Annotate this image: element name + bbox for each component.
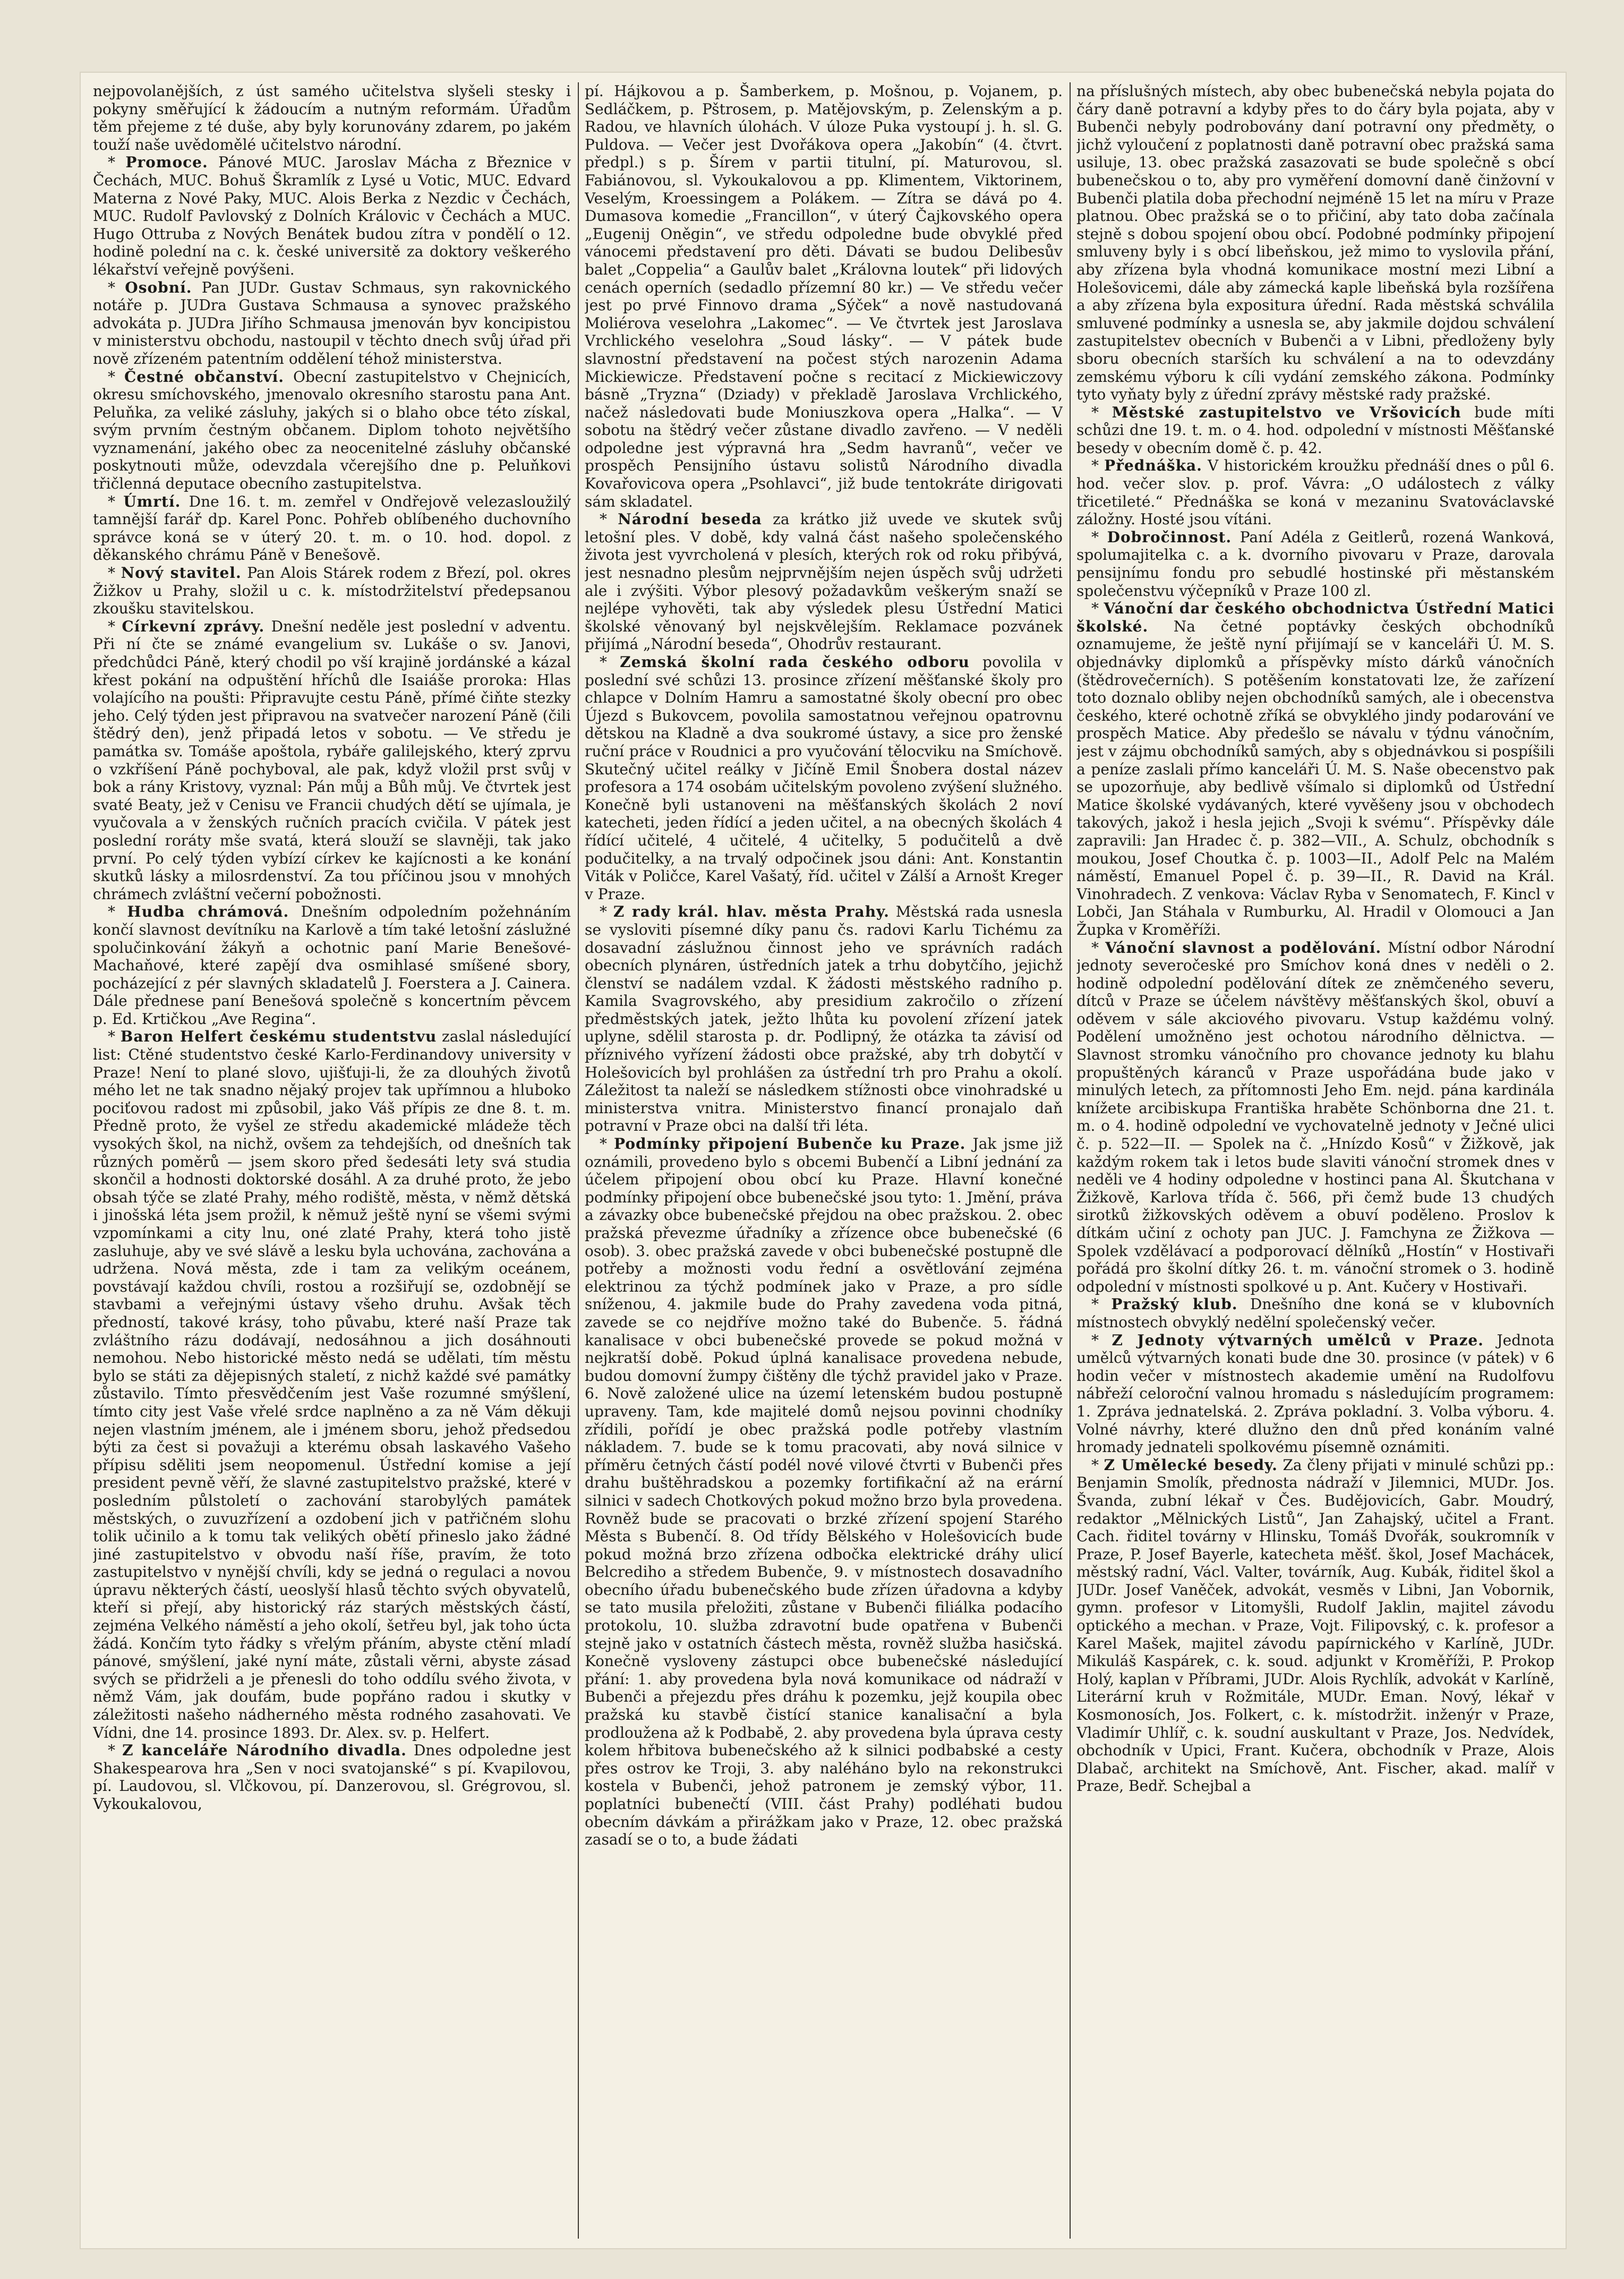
article-heading: Z rady král. hlav. města Prahy. — [613, 903, 890, 921]
paragraph: pí. Hájkovou a p. Šamberkem, p. Mošnou, p. Vojanem, p. Sedláčkem, p. Pštrosem, p. Matějovským, p. Zelenským a p. Radou, ve hlavních úlohách. V úloze Puka vystoupí j. h. sl. G. Puldova. — Večer jest Dvořákova opera „Jakobín“ (4. čtvrt. předpl.) s p. Šírem v partii titulní, pí. Maturovou, sl. Fabiánovou, sl. Vykoukalovou a pp. Klimentem, Viktorinem, Veselým, Kroessingem a Polákem. — Zítra se dává po 4. Dumasova komedie „Francillon“, v úterý Čajkovského opera „Eugenij Oněgin“, ve středu odpoledne bude obvyklé před vánocemi představení pro děti. Dávati se budou Delibesův balet „Coppelia“ a Gaulův balet „Královna loutek“ při lidových cenách operních (sedadlo přízemní 80 kr.) — Ve středu večer jest po prvé Finnovo drama „Sýček“ a nově nastudovaná Moliérova veselohra „Lakomec“. — Ve čtvrtek jest Jaroslava Vrchlického veselohra „Soud lásky“. — V pátek bude slavnostní představení na počest stých narozenin Adama Mickiewicze. Představení počne s recitací z Mickiewiczovy básně „Tryzna“ (Dziady) v překladě Jaroslava Vrchlického, načež následovati bude Moniuszkova opera „Halka“. — V sobotu na štědrý večer zůstane divadlo zavřeno. — V neděli odpoledne jest výpravná hra „Sedm havranů“, večer ve prospěch Pensijního ústavu solistů Národního divadla Kovařovicova opera „Psohlavci“, již bude tentokráte dirigovati sám skladatel. — [585, 82, 1063, 510]
paragraph: nejpovolanějších, z úst samého učitelstva slyšeli stesky i pokyny směřující k žádoucím a nutným reformám. Úřadům těm přejeme z té duše, aby byly korunovány zdarem, po jakém touží naše uvědomělé učitelstvo národní. — [93, 82, 571, 153]
article-text: Dnešního dne koná se v klubovních místnostech obvyklý nedělní společenský večer. — [1076, 1295, 1554, 1331]
article: * Církevní zprávy. Dnešní neděle jest poslední v adventu. Při ní čte se známé evangelium sv. Lukáše o sv. Janovi, předchůdci Páně, který chodil po vší krajině jordánské a kázal křest pokání na odpuštění hříchů dle Isaiáše proroka: Hlas volajícího na poušti: Připravujte cestu Páně, přímé čiňte stezky jeho. Celý týden jest připravou na svatvečer narození Páně (čili štědrý den), jenž připadá letos v sobotu. — Ve středu je památka sv. Tomáše apoštola, rybáře galilejského, který zprvu o vzkříšení Páně pochyboval, ale pak, když vložil prst svůj v bok a rány Kristovy, vyznal: Pán můj a Bůh můj. Ve čtvrtek jest svaté Beaty, jež v Cenisu ve Francii chudých dětí se ujímala, je vyučovala a v ženských ručních pracích cvičila. V pátek jest poslední roráty mše svatá, která slouží se slavněji, tak jako první. Po celý týden vybízí církev ke kajícnosti a ke konání skutků lásky a milosrdenství. Za tou příčinou jsou v mnohých chrámech zvláštní večerní pobožnosti. — [93, 617, 571, 903]
article-heading: Z Umělecké besedy. — [1104, 1456, 1278, 1474]
column-3 — [1076, 82, 1554, 2239]
column-2 — [585, 82, 1063, 2239]
article-heading: Přednáška. — [1104, 457, 1202, 475]
article-heading: Baron Helfert českému studentstvu — [120, 1028, 437, 1046]
article-heading: Vánoční dar českého obchodnictva Ústřední Matici školské. — [1076, 600, 1554, 635]
article-text: Městská rada usnesla se vysloviti písemné díky panu čs. radovi Karlu Tichému za dosavadní záslužnou činnost jeho ve správních radách obecních plynáren, ústředních jatek a trhu dobytčího, jejichž členství se nadálem vzdal. K žádosti městského radního p. Kamila Svagrovského, aby presidium zakročilo o zřízení předměstských jatek, ježto lhůta ku povolení zřízení jatek uplyne, sdělil starosta p. dr. Podlipný, že otázka ta závisí od příznivého vyřízení žádosti obce pražské, aby trh dobytčí v Holešovicích byl prohlášen za ústřední trh pro Prahu a okolí. Záležitost ta naleží se následkem stížnosti obce vinohradské u ministerstva vnitra. Ministerstvo financí pronajalo daň potravní v Praze obci na další tři léta. — [585, 903, 1063, 1135]
article-text: Jednota umělců výtvarných konati bude dne 30. prosince (v pátek) v 6 hodin večer v místnostech akademie umění na Rudolfovu nábřeží celoroční valnou hromadu s následujícím programem: 1. Zpráva jednatelská. 2. Zpráva pokladní. 3. Volba výboru. 4. Volné návrhy, které dlužno den dnů před konáním valné hromady jednateli spolkovému písemně oznámiti. — [1076, 1331, 1554, 1456]
newspaper-page — [80, 72, 1567, 2249]
article-heading: Církevní zprávy. — [122, 617, 265, 635]
article-text: Dnes odpoledne jest Shakespearova hra „Sen v noci svatojanské“ s pí. Kvapilovou, pí. Laudovou, sl. Vlčkovou, pí. Danzerovou, sl. Grégrovou, sl. Vykoukalovou, — [93, 1742, 571, 1813]
column-1 — [93, 82, 571, 2239]
article-heading: Zemská školní rada českého odboru — [620, 653, 970, 671]
article-text: Místní odbor Národní jednoty severočeské pro Smíchov koná dnes v neděli o 2. hodině odpolední podělování dítek ze zněmčeného severu, dítců v Praze se účelem návštěvy měšťanských škol, obuví a oděvem v sále akciového pivovaru. Vstup každému volný. Podělení umožněno jest ochotou národního dělnictva. — Slavnost stromku vánočního pro chovance jednoty ku blahu propuštěných káranců v Praze uspořádána bude jako v minulých letech, za přítomnosti Jeho Em. nejd. pána kardinála knížete arcibiskupa Františka hraběte Schönborna dne 21. t. m. o 4. hodině odpolední ve vychovatelně jednoty v Ječné ulici č. p. 522—II. — Spolek na č. „Hnízdo Kosů“ v Žižkově, jak každým rokem tak i letos bude slaviti vánoční stromek dnes v neděli ve 4 hodiny odpoledne v hostinci pana Al. Škutchana v Žižkově, Karlova třída č. 566, při čemž bude 13 chudých sirotků žižkovských oděvem a obuví poděleno. Proslov k dítkám učiní z ochoty pan JUC. J. Famchyna ze Žižkova — Spolek vzdělávací a podporovací dělníků „Hostín“ v Hostivaři pořádá pro školní dítky 26. t. m. vánoční stromek o 3. hodině odpolední v místnosti spolkové u p. Ant. Kučery v Hostivaři. — [1076, 938, 1554, 1295]
article: * Zemská školní rada českého odboru povolila v poslední své schůzi 13. prosince zřízení měšťanské školy pro chlapce v Dolním Hamru a samostatné školy obecní pro obec Újezd s Bukovcem, povolila samostatnou veřejnou opatrovnu dětskou na Kladně a dva soukromé ústavy, a sice pro ženské ruční práce v Roudnici a pro vyučování tělocviku na Smíchově. Skutečný učitel reálky v Jičíně Emil Šnobera dostal název profesora a 174 osobám učitelským povoleno zvýšení služného. Konečně byli ustanoveni na měšťanských školách 2 noví katecheti, jeden řídící a jeden učitel, a na obecných školách 4 řídící učitelé, 4 učitelé, 4 učitelky, 5 podučitelů a dvě podučitelky, a na trvalý odpočinek jsou dáni: Ant. Konstantin Viták v Poličce, Karel Vašatý, říd. učitel v Zálší a Arnošt Kreger v Praze. — [585, 653, 1063, 903]
article-heading: Z kanceláře Národního divadla. — [122, 1742, 407, 1760]
article: * Pražský klub. Dnešního dne koná se v klubovních místnostech obvyklý nedělní společenský večer. — [1076, 1295, 1554, 1331]
article-heading: Pražský klub. — [1111, 1295, 1238, 1313]
column-divider — [1070, 82, 1071, 2239]
article-heading: Hudba chrámová. — [127, 903, 289, 921]
article-text: zaslal následující list: Ctěné studentstvo české Karlo-Ferdinandovy university v Praze! Není to plané slovo, ujišťuji-li, že za dlouhých životů mého let ne tak snadno nějaký projev tak upřímnou a hluboko pociťovou radost mi způsobil, jako Váš přípis ze dne 8. t. m. Předně proto, že vyšel ze středu akademické mládeže těch vysokých škol, na nichž, ovšem za tehdejších, od dnešních tak různých poměrů — jsem skoro před šedesáti lety svá studia skončil a hodnosti doktorské dosáhl. A za druhé proto, že jebo obsah týče se zlaté Prahy, mého rodiště, města, v němž dětská i jinošská léta jsem prožil, k němuž ještě nyní se všemi svými vzpomínkami a city lnu, oné zlaté Prahy, která toho jistě zasluhuje, aby ve své slávě a lesku byla uchována, zachována a udržena. Nová města, zde i tam za velikým oceánem, povstávají každou chvíli, rostou a rozšiřují se, ozdobnějí se stavbami a veřejnými ústavy všeho druhu. Avšak těch předností, takové krásy, toho půvabu, které naší Praze tak zvláštního rázu dodávají, nedosáhnou a jich dosáhnouti nemohou. Nebo historické město nedá se udělati, tím městu bylo se státi za dějepisných staletí, z nichž každé své památky zůstavilo. Tímto přesvědčením jest Vaše rozumné smýšlení, tímto city jest Vaše vřelé srdce naplněno a za ně Vám děkuji nejen vlastním jménem, ale i jménem sboru, jehož předsedou býti za čest si považuji a kterému obsah laskavého Vašeho přípisu sděliti jsem neopomenul. Ústřední komise a její president pevně věří, že slavné zastupitelstvo pražské, které v posledním půlstoletí o zachování starobylých památek městských, o zuvuzřízení a ozdobení jich v patřičném slohu tolik učinilo a k tomu tak velikých obětí přineslo jako žádné jiné zastupitelstvo v obvodu naší říše, pravím, že toto zastupitelstvo v nynější chvíli, kdy se jedná o regulaci a novou úpravu některých částí, ueoslyší hlasů těchto svých obyvatelů, kteří si přejí, aby historický ráz starých městských částí, zejména Velkého náměstí a jeho okolí, šetřeu byl, jak toho úcta žádá. Končím tyto řádky s vřelým přáním, abyste ctění mladí pánové, smýšlení, jaké nyní máte, zůstali věrni, abyste zásad svých se přidrželi a je přenesli do toho oddílu svého života, v němž Vám, jak doufám, bude popřáno radou i skutky v záležitosti našeho nádherného města rodného zasahovati. Ve Vídni, dne 14. prosince 1893. Dr. Alex. sv. p. Helfert. — [93, 1028, 571, 1742]
article: * Úmrtí. Dne 16. t. m. zemřel v Ondřejově velezasloužilý tamnější farář dp. Karel Ponc. Pohřeb oblíbeného duchovního správce koná se v úterý 20. t. m. o 10. hod. dopol. z děkanského chrámu Páně v Benešově. — [93, 492, 571, 564]
article-text: Dnešním odpoledním požehnáním končí slavnost devítníku na Karlově a tím také letošní záslužné spolučinkování žákyň a ochotnic paní Marie Benešové-Machaňové, které zapějí dva osmihlasé smíšené sbory, pocházející z pér slavných skladatelů J. Foerstera a J. Cainera. Dále přednese paní Benešová společně s koncertním pěvcem p. Ed. Krtičkou „Ave Regina“. — [93, 903, 571, 1028]
article: * Osobní. Pan JUDr. Gustav Schmaus, syn rakovnického notáře p. JUDra Gustava Schmausa a synovec pražského advokáta p. JUDra Jiřího Schmausa jmenován byv koncipistou v ministerstvu obchodu, nastoupil v těchto dnech svůj úřad při nově zřízeném patentním oddělení téhož ministerstva. — [93, 278, 571, 368]
article-heading: Vánoční slavnost a podělování. — [1105, 938, 1382, 957]
column-divider — [578, 82, 579, 2239]
article-text: povolila v poslední své schůzi 13. prosince zřízení měšťanské školy pro chlapce v Dolním Hamru a samostatné školy obecní pro obec Újezd s Bukovcem, povolila samostatnou veřejnou opatrovnu dětskou na Kladně a dva soukromé ústavy, a sice pro ženské ruční práce v Roudnici a pro vyučování tělocviku na Smíchově. Skutečný učitel reálky v Jičíně Emil Šnobera dostal název profesora a 174 osobám učitelským povoleno zvýšení služného. Konečně byli ustanoveni na měšťanských školách 2 noví katecheti, jeden řídící a jeden učitel, a na obecných školách 4 řídící učitelé, 4 učitelé, 4 učitelky, 5 podučitelů a dvě podučitelky, a na trvalý odpočinek jsou dáni: Ant. Konstantin Viták v Poličce, Karel Vašatý, říd. učitel v Zálší a Arnošt Kreger v Praze. — [585, 653, 1063, 903]
article-heading: Z Jednoty výtvarných umělců v Praze. — [1112, 1331, 1484, 1349]
article-text: Paní Adéla z Geitlerů, rozená Wanková, spolumajitelka c. a k. dvorního pivovaru v Praze, darovala pensijnímu fondu pro sebudlé hostinské při městanském společenstvu výčepníků v Praze 100 zl. — [1076, 528, 1554, 600]
article-text: Pan Alois Stárek rodem z Březí, pol. okres Žižkov u Prahy, složil u c. k. místodržitelství předepsanou zkoušku stavitelskou. — [93, 564, 571, 618]
article: * Z Umělecké besedy. Za členy přijati v minulé schůzi pp.: Benjamin Smolík, přednosta nádraží v Jilemnici, MUDr. Jos. Švanda, zubní lékař v Čes. Budějovicích, Gabr. Moudrý, redaktor „Mělnických Listů“, Jan Zahajský, učitel a Frant. Cach. řiditel továrny v Hlinsku, Tomáš Dvořák, soukromník v Praze, P. Josef Bayerle, katecheta měšť. škol, Josef Machácek, městský radní, Václ. Valter, továrník, Aug. Kubák, řiditel škol a JUDr. Josef Vaněček, advokát, vesměs v Libni, Jan Vobornik, gymn. profesor v Litomyšli, Rudolf Jaklin, majitel závodu optického a mechan. v Praze, Vojt. Filipovský, c. k. profesor a Karel Mašek, majitel závodu papírnického v Karlíně, JUDr. Mikuláš Kaspárek, c. k. soud. adjunkt v Kroměříži, P. Prokop Holý, kaplan v Příbrami, JUDr. Alois Rychlík, advokát v Karlíně, Literární kruh v Rožmitále, MUDr. Eman. Nový, lékař v Kosmonosích, Jos. Folkert, c. k. místodržit. inženýr v Praze, Vladimír Uhlíř, c. k. soudní auskultant v Praze, Jos. Nedvídek, obchodník v Upici, Frant. Kučera, obchodník v Praze, Alois Dlabač, architekt na Smíchově, Ant. Fischer, akad. malíř v Praze, Bedř. Schejbal a — [1076, 1456, 1554, 1795]
article-text: Za členy přijati v minulé schůzi pp.: Benjamin Smolík, přednosta nádraží v Jilemnici, MUDr. Jos. Švanda, zubní lékař v Čes. Budějovicích, Gabr. Moudrý, redaktor „Mělnických Listů“, Jan Zahajský, učitel a Frant. Cach. řiditel továrny v Hlinsku, Tomáš Dvořák, soukromník v Praze, P. Josef Bayerle, katecheta měšť. škol, Josef Machácek, městský radní, Václ. Valter, továrník, Aug. Kubák, řiditel škol a JUDr. Josef Vaněček, advokát, vesměs v Libni, Jan Vobornik, gymn. profesor v Litomyšli, Rudolf Jaklin, majitel závodu optického a mechan. v Praze, Vojt. Filipovský, c. k. profesor a Karel Mašek, majitel závodu papírnického v Karlíně, JUDr. Mikuláš Kaspárek, c. k. soud. adjunkt v Kroměříži, P. Prokop Holý, kaplan v Příbrami, JUDr. Alois Rychlík, advokát v Karlíně, Literární kruh v Rožmitále, MUDr. Eman. Nový, lékař v Kosmonosích, Jos. Folkert, c. k. místodržit. inženýr v Praze, Vladimír Uhlíř, c. k. soudní auskultant v Praze, Jos. Nedvídek, obchodník v Upici, Frant. Kučera, obchodník v Praze, Alois Dlabač, architekt na Smíchově, Ant. Fischer, akad. malíř v Praze, Bedř. Schejbal a — [1076, 1456, 1554, 1795]
article-heading: Promoce. — [125, 153, 208, 172]
article: * Z Jednoty výtvarných umělců v Praze. Jednota umělců výtvarných konati bude dne 30. prosince (v pátek) v 6 hodin večer v místnostech akademie umění na Rudolfovu nábřeží celoroční valnou hromadu s následujícím programem: 1. Zpráva jednatelská. 2. Zpráva pokladní. 3. Volba výboru. 4. Volné návrhy, které dlužno den dnů před konáním valné hromady jednateli spolkovému písemně oznámiti. — [1076, 1331, 1554, 1456]
article-text: Na četné poptávky českých obchodníků oznamujeme, že ještě nyní přijímají se v kanceláři Ú. M. S. objednávky diplomků a příspěvky místo dárků vánočních (štědrovečerních). S potěšením konstatovati lze, že zařízení toto doznalo obliby nejen obchodníků samých, ale i obecenstva českého, které ochotně zříká se obvyklého jindy podarování ve prospěch Matice. Aby předešlo se návalu v týdnu vánočním, jest v zájmu obchodníků samých, aby s objednávkou si pospíšili a peníze zaslali přímo kanceláři Ú. M. S. Naše obecenstvo pak se upozorňuje, aby bedlivě všímalo si diplomků od Ústřední Matice školské vydávaných, které vyvěšeny jsou v obchodech takových, jakož i hesla jejich „Svoji k svému“. Příspěvky dále zapravili: Jan Hradec č. p. 382—VII., A. Schulz, obchodník s moukou, Josef Choutka č. p. 1003—II., Adolf Pelc na Malém náměstí, Emanuel Popel č. p. 39—II., R. David na Král. Vinohradech. Z venkova: Václav Ryba v Senomatech, F. Kincl v Lobči, Jan Stáhala v Rumburku, Al. Hradil v Olomouci a Jan Župka v Kroměříži. — [1076, 617, 1554, 938]
article-heading: Osobní. — [125, 278, 192, 296]
article-heading: Dobročinnost. — [1107, 528, 1232, 546]
article: * Nový stavitel. Pan Alois Stárek rodem z Březí, pol. okres Žižkov u Prahy, složil u c. k. místodržitelství předepsanou zkoušku stavitelskou. — [93, 564, 571, 618]
article-text: V historickém kroužku přednáší dnes o půl 6. hod. večer slov. p. prof. Vávra: „O událostech z války třicetileté.“ Přednáška se koná v mezaninu Svatováclavské záložny. Hosté jsou vítáni. — [1076, 457, 1554, 528]
article-heading: Městské zastupitelstvo ve Vršovicích — [1112, 403, 1461, 421]
article: * Hudba chrámová. Dnešním odpoledním požehnáním končí slavnost devítníku na Karlově a tím také letošní záslužné spolučinkování žákyň a ochotnic paní Marie Benešové-Machaňové, které zapějí dva osmihlasé smíšené sbory, pocházející z pér slavných skladatelů J. Foerstera a J. Cainera. Dále přednese paní Benešová společně s koncertním pěvcem p. Ed. Krtičkou „Ave Regina“. — [93, 903, 571, 1028]
article-heading: Nový stavitel. — [121, 564, 242, 582]
article: * Přednáška. V historickém kroužku přednáší dnes o půl 6. hod. večer slov. p. prof. Vávra: „O událostech z války třicetileté.“ Přednáška se koná v mezaninu Svatováclavské záložny. Hosté jsou vítáni. — [1076, 457, 1554, 528]
paragraph: na příslušných místech, aby obec bubenečská nebyla pojata do čáry daně potravní a kdyby přes to do čáry byla pojata, aby v Bubenči nebyly podrobovány daní potravní ony předměty, o jichž vyloučení z poplatnosti daně potravní obec pražská sama usiluje, 13. obec pražská zasazovati se bude společně s obcí bubenečskou o to, aby pro vyměření domovní daně činžovní v Bubenči platila doba přechodní nejméně 15 let na míru v Praze platnou. Obec pražská se o to přičiní, aby tato doba začínala stejně s dobou spojení obou obcí. Podobné podmínky připojení smluveny byly i s obcí libeňskou, jež mimo to vyslovila přání, aby zřízena byla vhodná komunikace mostní mezi Libní a Holešovicemi, dále aby zámecká kaple libeňská byla rozšířena a aby zřízena byla expositura úřední. Rada městská schválila smluvené podmínky a usnesla se, aby jakmile dojdou schválení zastupitelstev obecních v Bubenči a v Libni, předloženy byly sboru obecních starších ku schválení a na to odevzdány zemskému výboru k cíli vydání zemského zákona. Podmínky tyto vyňaty byly z úřední zprávy městské rady pražské. — [1076, 82, 1554, 404]
article-text: Dne 16. t. m. zemřel v Ondřejově velezasloužilý tamnější farář dp. Karel Ponc. Pohřeb oblíbeného duchovního správce koná se v úterý 20. t. m. o 10. hod. dopol. z děkanského chrámu Páně v Benešově. — [93, 492, 571, 564]
article: * Dobročinnost. Paní Adéla z Geitlerů, rozená Wanková, spolumajitelka c. a k. dvorního pivovaru v Praze, darovala pensijnímu fondu pro sebudlé hostinské při městanském společenstvu výčepníků v Praze 100 zl. — [1076, 528, 1554, 600]
article-text: bude míti schůzi dne 19. t. m. o 4. hod. odpolední v místnosti Měšťanské besedy v obecním domě č. p. 42. — [1076, 403, 1554, 457]
article: * Městské zastupitelstvo ve Vršovicích bude míti schůzi dne 19. t. m. o 4. hod. odpolední v místnosti Měšťanské besedy v obecním domě č. p. 42. — [1076, 403, 1554, 457]
article-heading: Národní beseda — [618, 510, 762, 528]
article-heading: Čestné občanství. — [124, 368, 284, 386]
article: * Národní beseda za krátko již uvede ve skutek svůj letošní ples. V době, kdy valná část našeho společenského života jest vyvrcholená v plesích, kterých rok od roku přibývá, jest nesnadno plesům nejprvnějším nejen úspěch svůj udržeti ale i zvýšiti. Výbor plesový požadavkům veškerým snaží se nejlépe vyhověti, tak aby výsledek plesu Ústřední Matici školské věnovaný byl nejskvělejším. Reklamace pozvánek přijímá „Národní beseda“, Ohodrův restaurant. — [585, 510, 1063, 653]
article: * Z rady král. hlav. města Prahy. Městská rada usnesla se vysloviti písemné díky panu čs. radovi Karlu Tichému za dosavadní záslužnou činnost jeho ve správních radách obecních plynáren, ústředních jatek a trhu dobytčího, jejichž členství se nadálem vzdal. K žádosti městského radního p. Kamila Svagrovského, aby presidium zakročilo o zřízení předměstských jatek, ježto lhůta ku povolení zřízení jatek uplyne, sdělil starosta p. dr. Podlipný, že otázka ta závisí od příznivého vyřízení žádosti obce pražské, aby trh dobytčí v Holešovicích byl prohlášen za ústřední trh pro Prahu a okolí. Záležitost ta naleží se následkem stížnosti obce vinohradské u ministerstva vnitra. Ministerstvo financí pronajalo daň potravní v Praze obci na další tři léta. — [585, 903, 1063, 1135]
article: * Z kanceláře Národního divadla. Dnes odpoledne jest Shakespearova hra „Sen v noci svatojanské“ s pí. Kvapilovou, pí. Laudovou, sl. Vlčkovou, pí. Danzerovou, sl. Grégrovou, sl. Vykoukalovou, — [93, 1742, 571, 1813]
article-text: Dnešní neděle jest poslední v adventu. Při ní čte se známé evangelium sv. Lukáše o sv. Janovi, předchůdci Páně, který chodil po vší krajině jordánské a kázal křest pokání na odpuštění hříchů dle Isaiáše proroka: Hlas volajícího na poušti: Připravujte cestu Páně, přímé čiňte stezky jeho. Celý týden jest připravou na svatvečer narození Páně (čili štědrý den), jenž připadá letos v sobotu. — Ve středu je památka sv. Tomáše apoštola, rybáře galilejského, který zprvu o vzkříšení Páně pochyboval, ale pak, když vložil prst svůj v bok a rány Kristovy, vyznal: Pán můj a Bůh můj. Ve čtvrtek jest svaté Beaty, jež v Cenisu ve Francii chudých dětí se ujímala, je vyučovala a v ženských ručních pracích cvičila. V pátek jest poslední roráty mše svatá, která slouží se slavněji, tak jako první. Po celý týden vybízí církev ke kajícnosti a ke konání skutků lásky a milosrdenství. Za tou příčinou jsou v mnohých chrámech zvláštní večerní pobožnosti. — [93, 617, 571, 903]
article-text: za krátko již uvede ve skutek svůj letošní ples. V době, kdy valná část našeho společenského života jest vyvrcholená v plesích, kterých rok od roku přibývá, jest nesnadno plesům nejprvnějším nejen úspěch svůj udržeti ale i zvýšiti. Výbor plesový požadavkům veškerým snaží se nejlépe vyhověti, tak aby výsledek plesu Ústřední Matici školské věnovaný byl nejskvělejším. Reklamace pozvánek přijímá „Národní beseda“, Ohodrův restaurant. — [585, 510, 1063, 653]
article: * Vánoční dar českého obchodnictva Ústřední Matici školské. Na četné poptávky českých obchodníků oznamujeme, že ještě nyní přijímají se v kanceláři Ú. M. S. objednávky diplomků a příspěvky místo dárků vánočních (štědrovečerních). S potěšením konstatovati lze, že zařízení toto doznalo obliby nejen obchodníků samých, ale i obecenstva českého, které ochotně zříká se obvyklého jindy podarování ve prospěch Matice. Aby předešlo se návalu v týdnu vánočním, jest v zájmu obchodníků samých, aby s objednávkou si pospíšili a peníze zaslali přímo kanceláři Ú. M. S. Naše obecenstvo pak se upozorňuje, aby bedlivě všímalo si diplomků od Ústřední Matice školské vydávaných, které vyvěšeny jsou v obchodech takových, jakož i hesla jejich „Svoji k svému“. Příspěvky dále zapravili: Jan Hradec č. p. 382—VII., A. Schulz, obchodník s moukou, Josef Choutka č. p. 1003—II., Adolf Pelc na Malém náměstí, Emanuel Popel č. p. 39—II., R. David na Král. Vinohradech. Z venkova: Václav Ryba v Senomatech, F. Kincl v Lobči, Jan Stáhala v Rumburku, Al. Hradil v Olomouci a Jan Župka v Kroměříži. — [1076, 600, 1554, 938]
article: * Vánoční slavnost a podělování. Místní odbor Národní jednoty severočeské pro Smíchov koná dnes v neděli o 2. hodině odpolední podělování dítek ze zněmčeného severu, dítců v Praze se účelem návštěvy měšťanských škol, obuví a oděvem v sále akciového pivovaru. Vstup každému volný. Podělení umožněno jest ochotou národního dělnictva. — Slavnost stromku vánočního pro chovance jednoty ku blahu propuštěných káranců v Praze uspořádána bude jako v minulých letech, za přítomnosti Jeho Em. nejd. pána kardinála knížete arcibiskupa Františka hraběte Schönborna dne 21. t. m. o 4. hodině odpolední ve vychovatelně jednoty v Ječné ulici č. p. 522—II. — Spolek na č. „Hnízdo Kosů“ v Žižkově, jak každým rokem tak i letos bude slaviti vánoční stromek dnes v neděli ve 4 hodiny odpoledne v hostinci pana Al. Škutchana v Žižkově, Karlova třída č. 566, při čemž bude 13 chudých sirotků žižkovských oděvem a obuví poděleno. Proslov k dítkám učiní z ochoty pan JUC. J. Famchyna ze Žižkova — Spolek vzdělávací a podporovací dělníků „Hostín“ v Hostivaři pořádá pro školní dítky 26. t. m. vánoční stromek o 3. hodině odpolední v místnosti spolkové u p. Ant. Kučery v Hostivaři. — [1076, 938, 1554, 1295]
article: * Podmínky připojení Bubenče ku Praze. Jak jsme již oznámili, provedeno bylo s obcemi Bubenčí a Libní jednání za účelem připojení obou obcí ku Praze. Hlavní konečné podmínky připojení obce bubenečské jsou tyto: 1. Jmění, práva a závazky obce bubenečské přejdou na obec pražskou. 2. obec pražská převezme úřadníky a zřízence obce bubenečské (6 osob). 3. obec pražská zavede v obci bubenečské postupně dle potřeby a možnosti vodu řední a osvětlování zejména elektrinou za týchž podmínek jako v Praze, a pro sídle sníženou, 4. jakmile bude do Prahy zavedena voda pitná, zavede se co nejdříve možno také do Bubenče. 5. řádná kanalisace v obci bubenečské provede se pokud možná v nejkratší době. Pokud úplná kanalisace provedena nebude, budou domovní žumpy čištěny dle týchž pravidel jako v Praze. 6. Nově založené ulice na území letenském budou postupně upraveny. Tam, kde majitelé domů nejsou povinni chodníky zřídili, pořídí je obec pražská podle potřeby vlastním nákladem. 7. bude se k tomu pracovati, aby nová silnice v příměru četných částí podél nové vilové čtvrti v Bubenči přes drahu buštěhradskou a pozemky fortifikační až na erární silnici v sadech Chotkových pokud možno brzo byla provedena. Rovněž bude se pracovati o brzké zřízení spojení Starého Města s Bubenčí. 8. Od třídy Bělského v Holešovicích bude pokud možná brzo zřízena odbočka elektrické dráhy ulicí Belcrediho a středem Bubenče, 9. v místnostech dosavadního obecního úřadu bubenečského bude zřízen úřadovna a kdyby se tato musila přeložiti, zůstane v Bubenči filiálka podacího protokolu, 10. služba zdravotní bude opatřena v Bubenči stejně jako v ostatních částech města, rovněž služba hasičská. Konečně vysloveny zástupci obce bubenečské následující přání: 1. aby provedena byla nová komunikace od nádraží v Bubenči a přejezdu přes dráhu k pozemku, jejž koupila obec pražská ku stavbě čistící stanice kanalisační a byla prodloužena až k Podbabě, 2. aby provedena byla úprava cesty kolem hřbitova bubenečského až k silnici podbabské a cesty přes ostrov ke Troji, 3. aby naléháno bylo na rekonstrukci kostela v Bubenči, jehož patronem je zemský výbor, 11. poplatníci bubenečtí (VIII. část Prahy) podléhati budou obecním dávkám a přirážkam jako v Praze, 12. obec pražská zasadí se o to, a bude žádati — [585, 1135, 1063, 1849]
article-text: Jak jsme již oznámili, provedeno bylo s obcemi Bubenčí a Libní jednání za účelem připojení obou obcí ku Praze. Hlavní konečné podmínky připojení obce bubenečské jsou tyto: 1. Jmění, práva a závazky obce bubenečské přejdou na obec pražskou. 2. obec pražská převezme úřadníky a zřízence obce bubenečské (6 osob). 3. obec pražská zavede v obci bubenečské postupně dle potřeby a možnosti vodu řední a osvětlování zejména elektrinou za týchž podmínek jako v Praze, a pro sídle sníženou, 4. jakmile bude do Prahy zavedena voda pitná, zavede se co nejdříve možno také do Bubenče. 5. řádná kanalisace v obci bubenečské provede se pokud možná v nejkratší době. Pokud úplná kanalisace provedena nebude, budou domovní žumpy čištěny dle týchž pravidel jako v Praze. 6. Nově založené ulice na území letenském budou postupně upraveny. Tam, kde majitelé domů nejsou povinni chodníky zřídili, pořídí je obec pražská podle potřeby vlastním nákladem. 7. bude se k tomu pracovati, aby nová silnice v příměru četných částí podél nové vilové čtvrti v Bubenči přes drahu buštěhradskou a pozemky fortifikační až na erární silnici v sadech Chotkových pokud možno brzo byla provedena. Rovněž bude se pracovati o brzké zřízení spojení Starého Města s Bubenčí. 8. Od třídy Bělského v Holešovicích bude pokud možná brzo zřízena odbočka elektrické dráhy ulicí Belcrediho a středem Bubenče, 9. v místnostech dosavadního obecního úřadu bubenečského bude zřízen úřadovna a kdyby se tato musila přeložiti, zůstane v Bubenči filiálka podacího protokolu, 10. služba zdravotní bude opatřena v Bubenči stejně jako v ostatních částech města, rovněž služba hasičská. Konečně vysloveny zástupci obce bubenečské následující přání: 1. aby provedena byla nová komunikace od nádraží v Bubenči a přejezdu přes dráhu k pozemku, jejž koupila obec pražská ku stavbě čistící stanice kanalisační a byla prodloužena až k Podbabě, 2. aby provedena byla úprava cesty kolem hřbitova bubenečského až k silnici podbabské a cesty přes ostrov ke Troji, 3. aby naléháno bylo na rekonstrukci kostela v Bubenči, jehož patronem je zemský výbor, 11. poplatníci bubenečtí (VIII. část Prahy) podléhati budou obecním dávkám a přirážkam jako v Praze, 12. obec pražská zasadí se o to, a bude žádati — [585, 1135, 1063, 1849]
article-text: Pan JUDr. Gustav Schmaus, syn rakovnického notáře p. JUDra Gustava Schmausa a synovec pražského advokáta p. JUDra Jiřího Schmausa jmenován byv koncipistou v ministerstvu obchodu, nastoupil v těchto dnech svůj úřad při nově zřízeném patentním oddělení téhož ministerstva. — [93, 278, 571, 368]
article-heading: Úmrtí. — [123, 492, 181, 510]
article-text: Pánové MUC. Jaroslav Mácha z Březnice v Čechách, MUC. Bohuš Škramlík z Lysé u Votic, MUC. Edvard Materna z Nové Paky, MUC. Alois Berka z Nezdic v Čechách, MUC. Rudolf Pavlovský z Dolních Královic v Čechách a MUC. Hugo Ottruba z Nových Benátek budou zítra v pondělí o 12. hodině polední na c. k. české universitě za doktory veškerého lékařství veřejně povýšeni. — [93, 153, 571, 278]
article-heading: Podmínky připojení Bubenče ku Praze. — [614, 1135, 966, 1153]
article: * Čestné občanství. Obecní zastupitelstvo v Chejnicích, okresu smíchovského, jmenovalo okresního starostu pana Ant. Peluňka, za veliké zásluhy, jakých si o blaho obce této získal, svým prvním čestným občanem. Diplom tohoto největšího vyznamenání, jakého obec za neocenitelné zásluhy občanské poskytnouti může, odevzdala včerejšího dne p. Peluňkovi třičlenná deputace obecního zastupitelstva. — [93, 368, 571, 493]
article: * Promoce. Pánové MUC. Jaroslav Mácha z Březnice v Čechách, MUC. Bohuš Škramlík z Lysé u Votic, MUC. Edvard Materna z Nové Paky, MUC. Alois Berka z Nezdic v Čechách, MUC. Rudolf Pavlovský z Dolních Královic v Čechách a MUC. Hugo Ottruba z Nových Benátek budou zítra v pondělí o 12. hodině polední na c. k. české universitě za doktory veškerého lékařství veřejně povýšeni. — [93, 153, 571, 278]
article-text: Obecní zastupitelstvo v Chejnicích, okresu smíchovského, jmenovalo okresního starostu pana Ant. Peluňka, za veliké zásluhy, jakých si o blaho obce této získal, svým prvním čestným občanem. Diplom tohoto největšího vyznamenání, jakého obec za neocenitelné zásluhy občanské poskytnouti může, odevzdala včerejšího dne p. Peluňkovi třičlenná deputace obecního zastupitelstva. — [93, 368, 571, 493]
article: * Baron Helfert českému studentstvu zaslal následující list: Ctěné studentstvo české Karlo-Ferdinandovy university v Praze! Není to plané slovo, ujišťuji-li, že za dlouhých životů mého let ne tak snadno nějaký projev tak upřímnou a hluboko pociťovou radost mi způsobil, jako Váš přípis ze dne 8. t. m. Předně proto, že vyšel ze středu akademické mládeže těch vysokých škol, na nichž, ovšem za tehdejších, od dnešních tak různých poměrů — jsem skoro před šedesáti lety svá studia skončil a hodnosti doktorské dosáhl. A za druhé proto, že jebo obsah týče se zlaté Prahy, mého rodiště, města, v němž dětská i jinošská léta jsem prožil, k němuž ještě nyní se všemi svými vzpomínkami a city lnu, oné zlaté Prahy, která toho jistě zasluhuje, aby ve své slávě a lesku byla uchována, zachována a udržena. Nová města, zde i tam za velikým oceánem, povstávají každou chvíli, rostou a rozšiřují se, ozdobnějí se stavbami a veřejnými ústavy všeho druhu. Avšak těch předností, takové krásy, toho půvabu, které naší Praze tak zvláštního rázu dodávají, nedosáhnou a jich dosáhnouti nemohou. Nebo historické město nedá se udělati, tím městu bylo se státi za dějepisných staletí, z nichž každé své památky zůstavilo. Tímto přesvědčením jest Vaše rozumné smýšlení, tímto city jest Vaše vřelé srdce naplněno a za ně Vám děkuji nejen vlastním jménem, ale i jménem sboru, jehož předsedou býti za čest si považuji a kterému obsah laskavého Vašeho přípisu sděliti jsem neopomenul. Ústřední komise a její president pevně věří, že slavné zastupitelstvo pražské, které v posledním půlstoletí o zachování starobylých památek městských, o zuvuzřízení a ozdobení jich v patřičném slohu tolik učinilo a k tomu tak velikých obětí přineslo jako žádné jiné zastupitelstvo v obvodu naší říše, pravím, že toto zastupitelstvo v nynější chvíli, kdy se jedná o regulaci a novou úpravu některých částí, ueoslyší hlasů těchto svých obyvatelů, kteří si přejí, aby historický ráz starých městských částí, zejména Velkého náměstí a jeho okolí, šetřeu byl, jak toho úcta žádá. Končím tyto řádky s vřelým přáním, abyste ctění mladí pánové, smýšlení, jaké nyní máte, zůstali věrni, abyste zásad svých se přidrželi a je přenesli do toho oddílu svého života, v němž Vám, jak doufám, bude popřáno radou i skutky v záležitosti našeho nádherného města rodného zasahovati. Ve Vídni, dne 14. prosince 1893. Dr. Alex. sv. p. Helfert. — [93, 1028, 571, 1742]
